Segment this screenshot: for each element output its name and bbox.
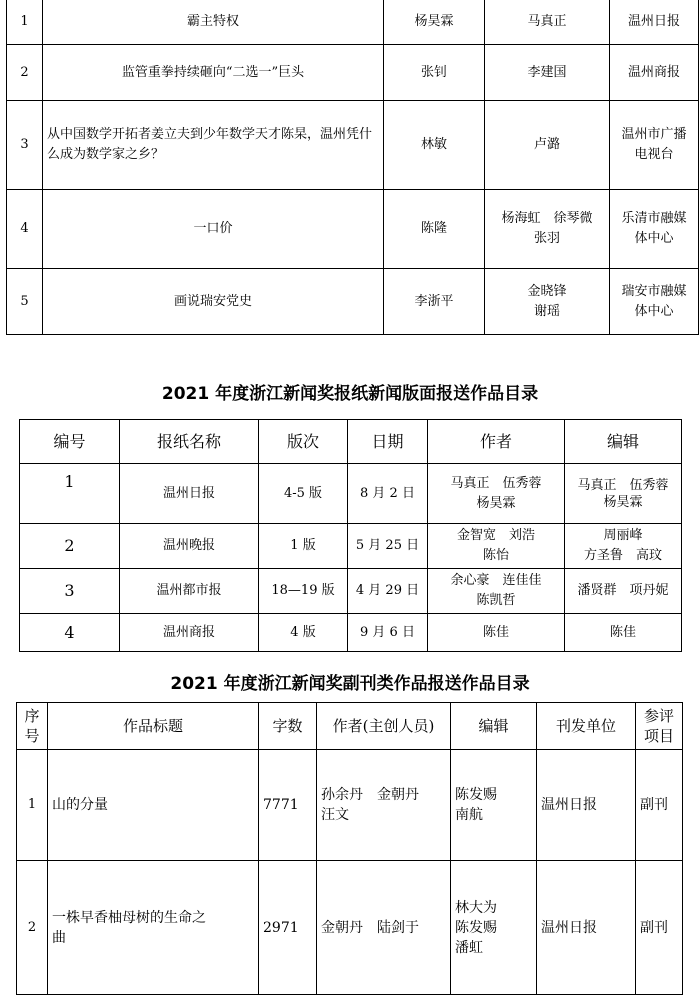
date: 8 月 2 日 [348, 464, 428, 524]
table-row [20, 524, 682, 569]
editor-cell: 陈发赐 南航 [451, 750, 537, 861]
table-header-row [17, 703, 683, 750]
unit-cell: 乐清市融媒 体中心 [610, 190, 699, 269]
supplement-works-title: 2021 年度浙江新闻奖副刊类作品报送作品目录 [170, 674, 530, 694]
supplement-works-table [16, 702, 683, 995]
work-title: 山的分量 [48, 750, 259, 861]
work-title: 监管重拳持续砸向“二选一”巨头 [43, 45, 384, 101]
work-title: 一口价 [43, 190, 384, 269]
column-header: 日期 [348, 420, 428, 464]
table-row [7, 0, 699, 45]
table-row [7, 190, 699, 269]
table-header-row [20, 420, 682, 464]
row-number: 1 [7, 0, 43, 45]
editor-cell: 周丽峰 方圣鲁 高玟 [565, 524, 682, 569]
work-title: 一株早香柚母树的生命之 曲 [48, 861, 259, 995]
row-number: 4 [7, 190, 43, 269]
table-row [7, 101, 699, 190]
edition: 1 版 [259, 524, 348, 569]
row-number: 2 [7, 45, 43, 101]
table-row [20, 614, 682, 652]
word-count: 2971 [259, 861, 317, 995]
unit-cell: 温州商报 [610, 45, 699, 101]
editor-cell: 杨海虹 徐琴微 张羽 [485, 190, 610, 269]
work-title: 霸主特权 [43, 0, 384, 45]
editor-cell: 卢潞 [485, 101, 610, 190]
editor-cell: 潘贤群 项丹妮 [565, 569, 682, 614]
editor-cell: 林大为 陈发赐 潘虹 [451, 861, 537, 995]
edition: 4-5 版 [259, 464, 348, 524]
author-cell: 孙余丹 金朝丹 汪文 [317, 750, 451, 861]
work-title: 从中国数学开拓者姜立夫到少年数学天才陈杲，温州凭什么成为数学家之乡？ [43, 101, 384, 190]
date: 4 月 29 日 [348, 569, 428, 614]
column-header: 序 号 [17, 703, 48, 750]
row-number: 5 [7, 269, 43, 335]
layout-works-table [19, 419, 682, 652]
category-cell: 副刊 [636, 750, 683, 861]
row-number: 1 [17, 750, 48, 861]
paper-name: 温州晚报 [120, 524, 259, 569]
author-cell: 陈隆 [384, 190, 485, 269]
date: 5 月 25 日 [348, 524, 428, 569]
unit-cell: 温州日报 [537, 750, 636, 861]
column-header: 编辑 [451, 703, 537, 750]
work-title: 画说瑞安党史 [43, 269, 384, 335]
category-cell: 副刊 [636, 861, 683, 995]
table-row [20, 569, 682, 614]
paper-name: 温州商报 [120, 614, 259, 652]
date: 9 月 6 日 [348, 614, 428, 652]
editor-cell: 陈佳 [565, 614, 682, 652]
editor-cell: 马真正 伍秀蓉 杨昊霖 [565, 464, 682, 524]
column-header: 参评 项目 [636, 703, 683, 750]
author-cell: 金智宽 刘浩 陈怡 [428, 524, 565, 569]
column-header: 编辑 [565, 420, 682, 464]
table-row [7, 269, 699, 335]
unit-cell: 温州市广播 电视台 [610, 101, 699, 190]
column-header: 刊发单位 [537, 703, 636, 750]
paper-name: 温州日报 [120, 464, 259, 524]
editor-cell: 李建国 [485, 45, 610, 101]
row-number: 2 [17, 861, 48, 995]
column-header: 版次 [259, 420, 348, 464]
author-cell: 余心豪 连佳佳 陈凯哲 [428, 569, 565, 614]
word-count: 7771 [259, 750, 317, 861]
layout-works-title: 2021 年度浙江新闻奖报纸新闻版面报送作品目录 [161, 384, 539, 404]
column-header: 作者 [428, 420, 565, 464]
row-number: 1 [20, 464, 120, 524]
unit-cell: 温州日报 [610, 0, 699, 45]
works-table-continued [6, 0, 699, 335]
editor-cell: 马真正 [485, 0, 610, 45]
column-header: 报纸名称 [120, 420, 259, 464]
table-row [17, 861, 683, 995]
author-cell: 张钊 [384, 45, 485, 101]
table-row [17, 750, 683, 861]
unit-cell: 瑞安市融媒 体中心 [610, 269, 699, 335]
row-number: 2 [20, 524, 120, 569]
author-cell: 李浙平 [384, 269, 485, 335]
author-cell: 马真正 伍秀蓉 杨昊霖 [428, 464, 565, 524]
paper-name: 温州都市报 [120, 569, 259, 614]
author-cell: 金朝丹 陆剑于 [317, 861, 451, 995]
edition: 18—19 版 [259, 569, 348, 614]
editor-cell: 金晓锋 谢瑶 [485, 269, 610, 335]
table-row [7, 45, 699, 101]
author-cell: 杨昊霖 [384, 0, 485, 45]
column-header: 编号 [20, 420, 120, 464]
row-number: 3 [7, 101, 43, 190]
table-row [20, 464, 682, 524]
author-cell: 林敏 [384, 101, 485, 190]
edition: 4 版 [259, 614, 348, 652]
author-cell: 陈佳 [428, 614, 565, 652]
row-number: 4 [20, 614, 120, 652]
column-header: 作品标题 [48, 703, 259, 750]
column-header: 字数 [259, 703, 317, 750]
row-number: 3 [20, 569, 120, 614]
unit-cell: 温州日报 [537, 861, 636, 995]
column-header: 作者(主创人员) [317, 703, 451, 750]
